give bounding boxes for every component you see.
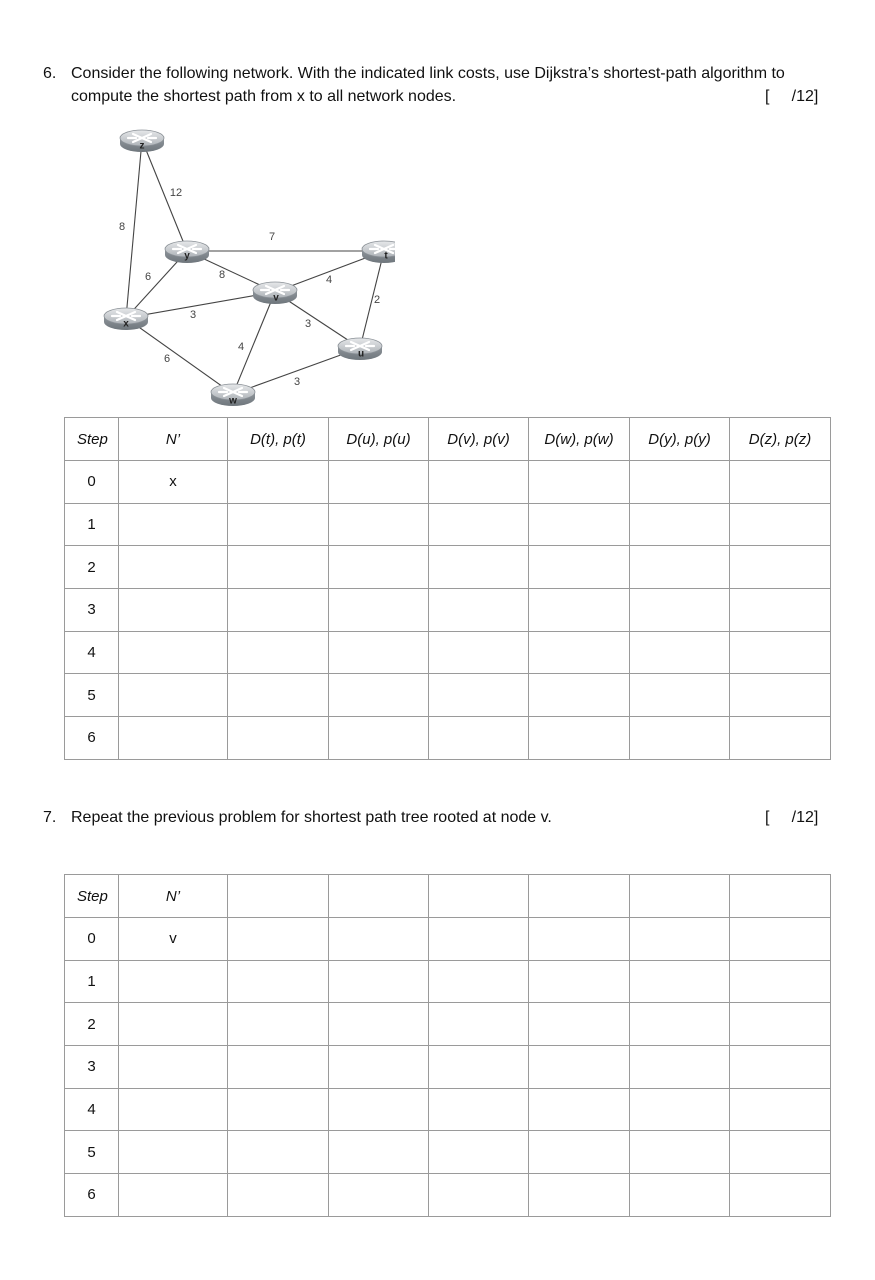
header-cell — [529, 875, 630, 918]
edge-cost-label: 8 — [218, 268, 226, 281]
router-label: w — [229, 395, 237, 407]
header-cell: D(z), p(z) — [730, 418, 831, 461]
edge-cost-label: 12 — [169, 186, 183, 199]
answer-cell[interactable] — [630, 674, 730, 717]
router-label: z — [139, 140, 145, 152]
answer-cell[interactable] — [329, 1174, 429, 1217]
answer-cell[interactable] — [730, 546, 831, 589]
edge-cost-label: 4 — [237, 340, 245, 353]
answer-cell[interactable] — [429, 461, 529, 504]
step-cell: 2 — [65, 1003, 119, 1046]
router-t — [362, 241, 395, 263]
answer-cell[interactable] — [429, 1174, 529, 1217]
answer-cell[interactable] — [228, 1003, 329, 1046]
answer-cell[interactable] — [529, 717, 630, 760]
header-cell: N’ — [119, 418, 228, 461]
table-row — [65, 503, 831, 546]
answer-cell[interactable] — [730, 674, 831, 717]
step-cell: 6 — [65, 717, 119, 760]
answer-cell[interactable] — [529, 1088, 630, 1131]
answer-cell[interactable] — [329, 674, 429, 717]
answer-cell[interactable] — [329, 589, 429, 632]
router-label: u — [357, 348, 365, 360]
answer-cell[interactable] — [329, 1003, 429, 1046]
nprime-cell — [119, 1003, 228, 1046]
nprime-cell — [119, 1046, 228, 1089]
step-cell: 4 — [65, 1088, 119, 1131]
step-cell: 6 — [65, 1174, 119, 1217]
header-cell: Step — [65, 418, 119, 461]
header-cell — [228, 875, 329, 918]
table-row — [65, 589, 831, 632]
answer-cell[interactable] — [228, 1131, 329, 1174]
answer-cell[interactable] — [730, 1174, 831, 1217]
edge-cost-label: 7 — [268, 230, 276, 243]
router-v — [253, 282, 297, 304]
nprime-cell — [119, 589, 228, 632]
nprime-cell — [119, 631, 228, 674]
step-cell: 3 — [65, 1046, 119, 1089]
nprime-cell — [119, 1131, 228, 1174]
table-row — [65, 461, 831, 504]
edge-x-z — [126, 140, 142, 318]
step-cell: 5 — [65, 1131, 119, 1174]
header-cell: D(y), p(y) — [630, 418, 730, 461]
edge-cost-label: 3 — [189, 308, 197, 321]
header-cell — [329, 875, 429, 918]
answer-cell[interactable] — [529, 503, 630, 546]
question-7-number: 7. — [43, 809, 57, 826]
answer-cell[interactable] — [429, 717, 529, 760]
table-row — [65, 1088, 831, 1131]
answer-cell[interactable] — [429, 589, 529, 632]
answer-cell[interactable] — [529, 1174, 630, 1217]
nprime-cell: v — [119, 918, 228, 961]
answer-cell[interactable] — [228, 717, 329, 760]
answer-cell[interactable] — [730, 1088, 831, 1131]
answer-cell[interactable] — [630, 960, 730, 1003]
step-cell: 4 — [65, 631, 119, 674]
header-cell: D(t), p(t) — [228, 418, 329, 461]
dijkstra-table-v — [64, 874, 831, 1217]
table-row — [65, 1131, 831, 1174]
answer-cell[interactable] — [329, 546, 429, 589]
table-row — [65, 1046, 831, 1089]
answer-cell[interactable] — [630, 1046, 730, 1089]
answer-cell[interactable] — [429, 1046, 529, 1089]
table-row — [65, 1003, 831, 1046]
table-row — [65, 674, 831, 717]
answer-cell[interactable] — [529, 674, 630, 717]
answer-cell[interactable] — [429, 1003, 529, 1046]
header-cell — [429, 875, 529, 918]
nprime-cell: x — [119, 461, 228, 504]
header-cell — [630, 875, 730, 918]
header-cell — [730, 875, 831, 918]
answer-cell[interactable] — [630, 546, 730, 589]
answer-cell[interactable] — [630, 918, 730, 961]
answer-cell[interactable] — [329, 1046, 429, 1089]
nprime-cell — [119, 1088, 228, 1131]
answer-cell[interactable] — [228, 461, 329, 504]
question-6-marks: [ /12] — [765, 88, 819, 105]
answer-cell[interactable] — [429, 1088, 529, 1131]
answer-cell[interactable] — [228, 589, 329, 632]
answer-cell[interactable] — [228, 918, 329, 961]
answer-cell[interactable] — [730, 1003, 831, 1046]
answer-cell[interactable] — [529, 918, 630, 961]
answer-cell[interactable] — [329, 1088, 429, 1131]
answer-cell[interactable] — [630, 717, 730, 760]
step-cell: 1 — [65, 960, 119, 1003]
nprime-cell — [119, 674, 228, 717]
answer-cell[interactable] — [429, 960, 529, 1003]
answer-cell[interactable] — [730, 461, 831, 504]
answer-cell[interactable] — [329, 503, 429, 546]
answer-cell[interactable] — [630, 631, 730, 674]
header-cell: D(v), p(v) — [429, 418, 529, 461]
table-row — [65, 631, 831, 674]
router-z — [120, 130, 164, 152]
table-row — [65, 717, 831, 760]
header-cell: D(w), p(w) — [529, 418, 630, 461]
edge-x-w — [126, 318, 233, 394]
table-row — [65, 1174, 831, 1217]
answer-cell[interactable] — [630, 503, 730, 546]
answer-cell[interactable] — [429, 1131, 529, 1174]
answer-cell[interactable] — [228, 546, 329, 589]
answer-cell[interactable] — [529, 1131, 630, 1174]
edge-cost-label: 6 — [144, 270, 152, 283]
header-cell: N’ — [119, 875, 228, 918]
edge-cost-label: 4 — [325, 273, 333, 286]
answer-cell[interactable] — [329, 918, 429, 961]
answer-cell[interactable] — [730, 631, 831, 674]
answer-cell[interactable] — [730, 1131, 831, 1174]
edge-cost-label: 3 — [293, 375, 301, 388]
answer-cell[interactable] — [730, 503, 831, 546]
answer-cell[interactable] — [228, 1088, 329, 1131]
step-cell: 0 — [65, 461, 119, 504]
table-row — [65, 960, 831, 1003]
header-cell: D(u), p(u) — [329, 418, 429, 461]
edge-t-u — [360, 251, 384, 348]
answer-cell[interactable] — [329, 1131, 429, 1174]
answer-cell[interactable] — [529, 589, 630, 632]
router-x — [104, 308, 148, 330]
edge-cost-label: 2 — [373, 293, 381, 306]
network-nodes — [104, 130, 395, 407]
answer-cell[interactable] — [630, 1003, 730, 1046]
answer-cell[interactable] — [329, 960, 429, 1003]
dijkstra-table-x — [64, 417, 831, 760]
edge-cost-label: 8 — [118, 220, 126, 233]
answer-cell[interactable] — [228, 960, 329, 1003]
network-edge-labels — [119, 187, 380, 388]
network-diagram — [95, 118, 395, 413]
answer-cell[interactable] — [429, 631, 529, 674]
step-cell: 5 — [65, 674, 119, 717]
question-6-number: 6. — [43, 65, 57, 82]
router-label: x — [123, 318, 129, 330]
edge-x-v — [126, 292, 275, 318]
answer-cell[interactable] — [529, 461, 630, 504]
router-label: v — [273, 292, 279, 304]
edge-cost-label: 6 — [163, 352, 171, 365]
nprime-cell — [119, 960, 228, 1003]
router-label: y — [184, 250, 190, 262]
nprime-cell — [119, 546, 228, 589]
step-cell: 3 — [65, 589, 119, 632]
answer-cell[interactable] — [429, 503, 529, 546]
answer-cell[interactable] — [329, 717, 429, 760]
header-cell: Step — [65, 875, 119, 918]
answer-cell[interactable] — [529, 546, 630, 589]
step-cell: 2 — [65, 546, 119, 589]
answer-cell[interactable] — [529, 1003, 630, 1046]
nprime-cell — [119, 503, 228, 546]
answer-cell[interactable] — [730, 1046, 831, 1089]
table-row — [65, 918, 831, 961]
router-icon — [362, 241, 395, 263]
answer-cell[interactable] — [630, 589, 730, 632]
answer-cell[interactable] — [730, 960, 831, 1003]
answer-cell[interactable] — [228, 631, 329, 674]
answer-cell[interactable] — [429, 546, 529, 589]
answer-cell[interactable] — [429, 918, 529, 961]
router-y — [165, 241, 209, 263]
answer-cell[interactable] — [228, 503, 329, 546]
router-w — [211, 384, 255, 407]
table-row — [65, 546, 831, 589]
step-cell: 0 — [65, 918, 119, 961]
answer-cell[interactable] — [228, 1046, 329, 1089]
edge-cost-label: 3 — [304, 317, 312, 330]
answer-cell[interactable] — [329, 461, 429, 504]
question-7-marks: [ /12] — [765, 809, 819, 826]
answer-cell[interactable] — [630, 461, 730, 504]
answer-cell[interactable] — [630, 1131, 730, 1174]
answer-cell[interactable] — [730, 717, 831, 760]
nprime-cell — [119, 717, 228, 760]
answer-cell[interactable] — [630, 1174, 730, 1217]
answer-cell[interactable] — [529, 1046, 630, 1089]
nprime-cell — [119, 1174, 228, 1217]
answer-cell[interactable] — [329, 631, 429, 674]
answer-cell[interactable] — [730, 918, 831, 961]
question-6-line1: Consider the following network. With the indicated link costs, use Dijkstra’s shortest-path algorithm to — [71, 65, 785, 82]
answer-cell[interactable] — [228, 674, 329, 717]
answer-cell[interactable] — [529, 631, 630, 674]
question-7-text: Repeat the previous problem for shortest path tree rooted at node v. — [71, 809, 552, 826]
router-u — [338, 338, 382, 360]
router-label: t — [384, 250, 388, 262]
answer-cell[interactable] — [228, 1174, 329, 1217]
answer-cell[interactable] — [429, 674, 529, 717]
answer-cell[interactable] — [529, 960, 630, 1003]
answer-cell[interactable] — [730, 589, 831, 632]
answer-cell[interactable] — [630, 1088, 730, 1131]
step-cell: 1 — [65, 503, 119, 546]
question-6-line2: compute the shortest path from x to all network nodes. — [71, 88, 457, 105]
